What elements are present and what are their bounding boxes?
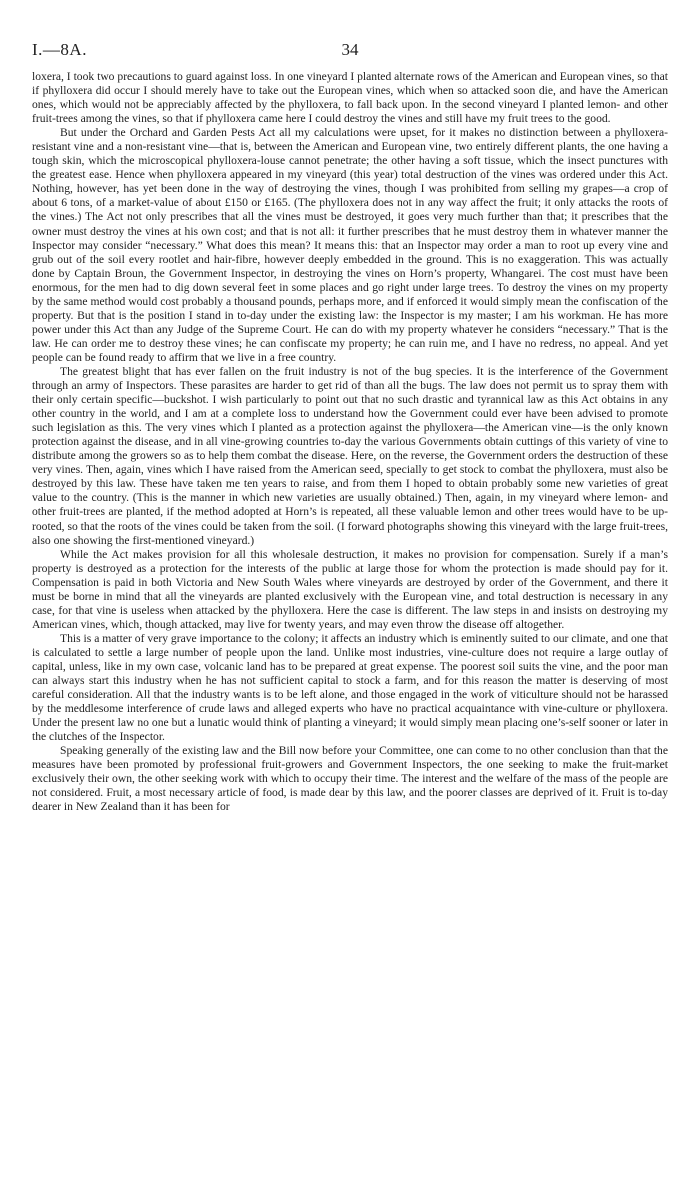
paragraph-compensation: While the Act makes provision for all this wholesale destruction, it makes no provision for compensation. Surely if a man’s property is destroyed as a protection for the interests of the public at large those for whom the protection is made should pay for it. Compensation is paid in both Victoria and New South Wales where vineyards are destroyed by order of the Government, and there it must be borne in mind that all the vineyards are planted exclusively with the European vine, and total destruction is necessary in any case, for that vine is useless when attacked by the phylloxera. Here the case is different. The law steps in and insists on destroying my American vines, which, though attacked, may live for twenty years, and may even throw the disease off altogether. <box>32 547 668 631</box>
paragraph-greatest-blight: The greatest blight that has ever fallen on the fruit industry is not of the bug species. It is the interference of the Government through an army of Inspectors. These parasites are harder to get rid of than all the bugs. The law does not permit us to spray them with their only certain specific—buckshot. I wish particularly to point out that no such drastic and tyrannical law as this Act obtains in any other country in the world, and I am at a complete loss to understand how the Government could ever have been advised to promote such legislation as this. The very vines which I planted as a protection against the phylloxera—the American vine—is the only known protection against the disease, and in all vine-growing countries to-day the various Governments obtain cuttings of this variety of vine to distribute among the growers so as to help them combat the disease. Here, on the reverse, the Government orders the destruction of these very vines. Then, again, vines which I have raised from the American seed, specially to get stock to combat the phylloxera, must also be destroyed by this law. These have taken me ten years to raise, and from them I hoped to obtain probably some new varieties of great value to the country. (This is the manner in which new varieties are usually obtained.) Then, again, in my vineyard where lemon- and other fruit-trees are planted, if the method adopted at Horn’s is repeated, all these valuable lemon and other trees would have to be up-rooted, so that the roots of the vines could be taken from the soil. (I forward photographs showing this vineyard with the large fruit-trees, also one showing the first-mentioned vineyard.) <box>32 364 668 547</box>
paragraph-continued: loxera, I took two precautions to guard against loss. In one vineyard I planted alternate rows of the American and European vines, so that if phylloxera did occur I should merely have to take out the European vines, which when so attacked soon die, and have the American ones, which would not be appreciably affected by the phylloxera, to fall back upon. In the second vineyard I planted lemon- and other fruit-trees among the vines, so that if phylloxera came here I could destroy the vines and still have my fruit trees to the good. <box>32 70 668 126</box>
paragraph-orchard-act: But under the Orchard and Garden Pests Act all my calculations were upset, for it makes no distinction between a phylloxera-resistant vine and a non-resistant vine—that is, between the American and European vine, two entirely different plants, the one having a tough skin, which the microscopical phylloxera-louse cannot penetrate; the other having a soft tissue, which the insect punctures with the greatest ease. Hence when phylloxera appeared in my vineyard (this year) total destruction of the vines was ordered under this Act. Nothing, however, has yet been done in the way of destroying the vines, though I was prohibited from selling my grapes—a crop of about 6 tons, of a market-value of about £150 or £165. (The phylloxera does not in any way affect the fruit; it only attacks the roots of the vines.) The Act not only prescribes that all the vines must be destroyed, it goes very much further than that; it prescribes that the owner must destroy the vines at his own cost; and that is not all: it further prescribes that he must destroy them in whatever manner the Inspector may consider “necessary.” What does this mean? It means this: that an Inspector may order a man to root up every vine and grub out of the soil every rootlet and hair-fibre, however deeply embedded in the ground. This is no exaggeration. This was actually done by Captain Broun, the Government Inspector, in destroying the vines on Horn’s property, Whangarei. The cost must have been enormous, for the men had to dig down several feet in some places and go right under large trees. To destroy the vines on my property by the same method would cost probably a thousand pounds, perhaps more, and if enforced it would simply mean the confiscation of the property. But that is the position I stand in to-day under the existing law: the Inspector is my master; I am his workman. He has more power under this Act than any Judge of the Supreme Court. He can do with my property whatever he considers “necessary.” That is the law. He can order me to destroy these vines; he can confiscate my property; he can ruin me, and I have no redress, no appeal. And yet people can be found ready to affirm that we live in a free country. <box>32 126 668 364</box>
body-text <box>32 70 668 814</box>
document-reference: I.—8A. <box>32 40 87 59</box>
paragraph-conclusion: Speaking generally of the existing law and the Bill now before your Committee, one can come to no other conclusion than that the measures have been promoted by professional fruit-growers and Government Inspectors, the one seeking to make the fruit-market exclusively their own, the other seeking work with which to occupy their time. The interest and the welfare of the mass of the people are not considered. Fruit, a most necessary article of food, is made dear by this law, and the poorer classes are deprived of it. Fruit is to-day dearer in New Zealand than it has been for <box>32 744 668 814</box>
page-header <box>32 40 668 64</box>
paragraph-grave-importance: This is a matter of very grave importance to the colony; it affects an industry which is eminently suited to our climate, and one that is calculated to settle a large number of people upon the land. Unlike most industries, vine-culture does not require a large outlay of capital, unless, like in my own case, volcanic land has to be prepared at great expense. The poorest soil suits the vine, and the poor man can always start this industry when he has not sufficient capital to stock a farm, and for this reason the matter is deserving of most careful consideration. All that the industry wants is to be left alone, and those engaged in the work of viticulture should not be harassed by the meddlesome interference of crude laws and alleged experts who have no practical acquaintance with vine-culture or phylloxera. Under the present law no one but a lunatic would think of planting a vineyard; it would simply mean placing one’s-self sooner or later in the clutches of the Inspector. <box>32 631 668 744</box>
page-number: 34 <box>341 40 359 59</box>
